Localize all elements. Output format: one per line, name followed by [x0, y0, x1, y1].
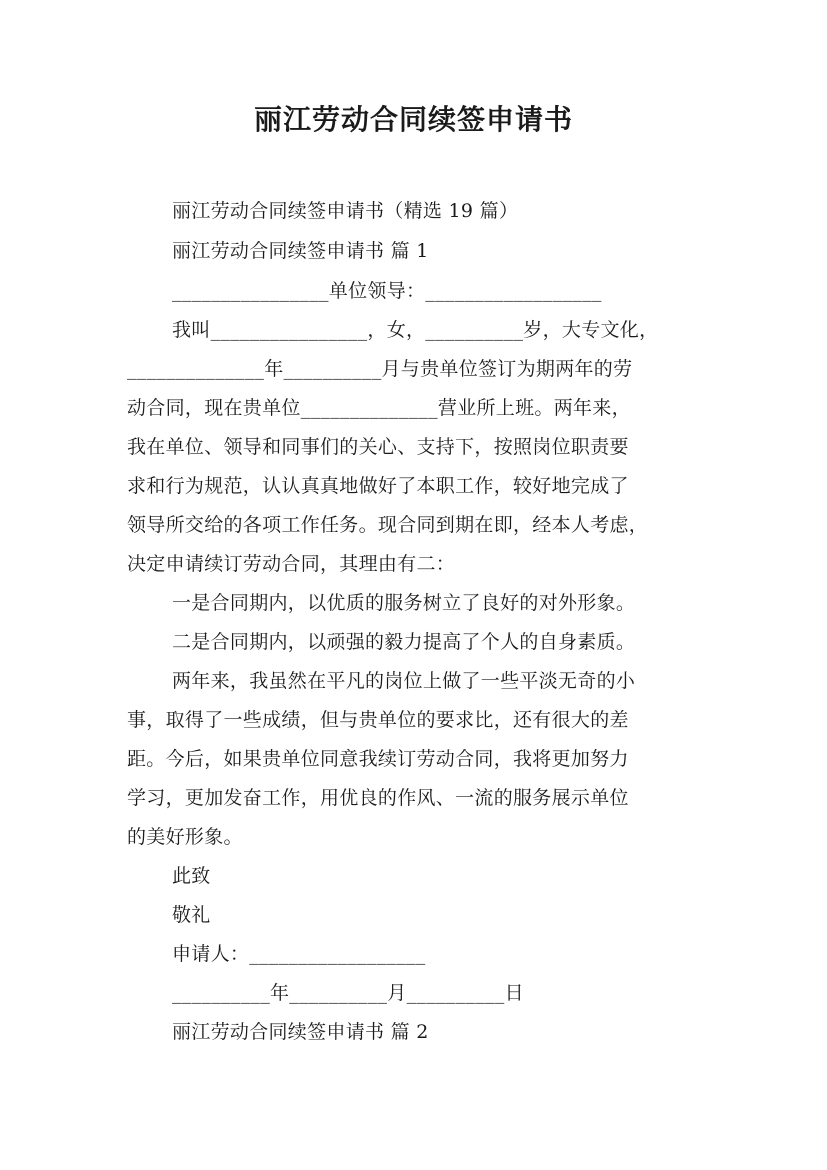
paragraph-line: 决定申请续订劳动合同，其理由有二：: [127, 553, 456, 575]
paragraph-line: 距。今后，如果贵单位同意我续订劳动合同，我将更加努力: [127, 748, 629, 770]
paragraph-line: 求和行为规范，认认真真地做好了本职工作，较好地完成了: [127, 475, 629, 497]
paragraph-line: 两年来，我虽然在平凡的岗位上做了一些平淡无奇的小: [172, 670, 636, 692]
section-heading-1: 丽江劳动合同续签申请书 篇 1: [172, 240, 429, 262]
closing-line: 此致: [172, 865, 211, 887]
paragraph-line: 的美好形象。: [127, 826, 243, 848]
section-heading-2: 丽江劳动合同续签申请书 篇 2: [172, 1021, 429, 1043]
paragraph-line: 领导所交给的各项工作任务。现合同到期在即，经本人考虑，: [127, 514, 649, 536]
paragraph-line: ______________年__________月与贵单位签订为期两年的劳: [127, 358, 633, 380]
paragraph-line: 二是合同期内，以顽强的毅力提高了个人的自身素质。: [172, 631, 636, 653]
paragraph-line: 我在单位、领导和同事们的关心、支持下，按照岗位职责要: [127, 436, 629, 458]
document-title: 丽江劳动合同续签申请书: [253, 103, 573, 136]
subtitle-line: 丽江劳动合同续签申请书（精选 19 篇）: [172, 200, 519, 222]
date-line: __________年__________月__________日: [172, 982, 524, 1004]
paragraph-line: 事，取得了一些成绩，但与贵单位的要求比，还有很大的差: [127, 709, 629, 731]
paragraph-line: 动合同，现在贵单位______________营业所上班。两年来，: [127, 397, 631, 419]
paragraph-line: 我叫________________，女，__________岁，大专文化，: [172, 319, 659, 341]
closing-line: 敬礼: [172, 904, 211, 926]
paragraph-line: 一是合同期内，以优质的服务树立了良好的对外形象。: [172, 592, 636, 614]
applicant-line: 申请人：__________________: [172, 943, 426, 965]
paragraph-line: 学习，更加发奋工作，用优良的作风、一流的服务展示单位: [127, 787, 629, 809]
salutation-line: ________________单位领导：__________________: [172, 280, 602, 302]
